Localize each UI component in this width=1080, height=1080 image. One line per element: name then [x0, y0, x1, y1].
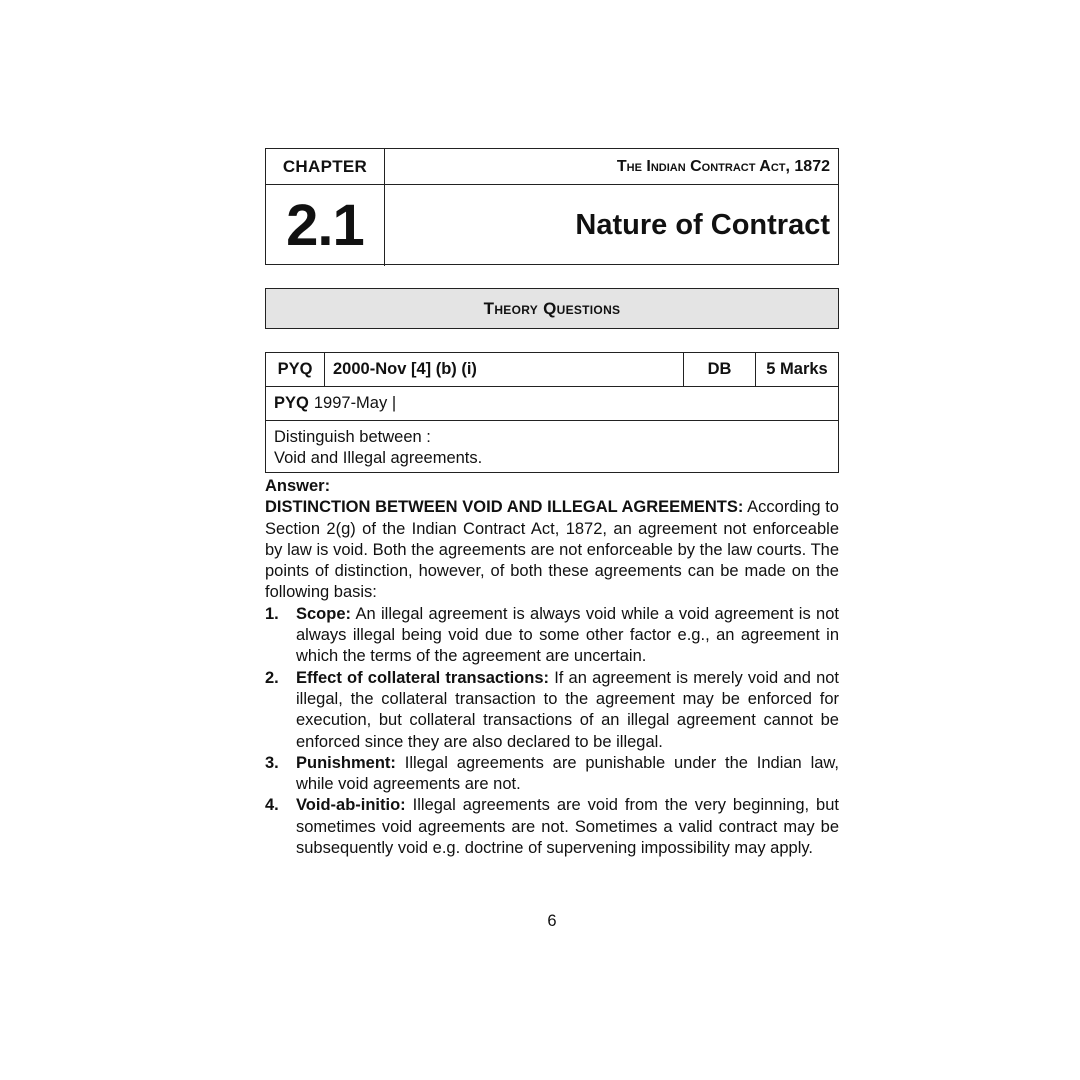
- question-text: [266, 421, 838, 472]
- list-item-body: An illegal agreement is always void while a void agreement is not always illegal being void due to some other factor e.g., an agreement in which the terms of the agreement are uncertain.: [296, 604, 839, 666]
- page-number: 6: [547, 912, 557, 930]
- answer-label: Answer:: [265, 477, 331, 495]
- list-item-heading: Punishment:: [296, 753, 396, 772]
- list-item-body: Illegal agreements are void from the very beginning, but sometimes void agreements are not. Sometimes a valid contract may be subsequently void e.g. doctrine of supervening impossibility may apply.: [296, 796, 839, 858]
- pyq-label: PYQ: [277, 360, 313, 378]
- question-tag: DB: [683, 353, 755, 386]
- list-item-body: Illegal agreements are punishable under the Indian law, while void agreements are not.: [296, 753, 839, 794]
- section-heading: Theory Questions: [265, 288, 839, 329]
- pyq-history-value: 1997-May |: [313, 394, 397, 412]
- list-item-heading: Effect of collateral transactions:: [296, 668, 550, 687]
- question-code: 2000-Nov [4] (b) (i): [324, 353, 683, 386]
- list-item: [265, 753, 839, 796]
- answer-intro-heading: DISTINCTION BETWEEN VOID AND ILLEGAL AGREEMENTS:: [265, 498, 744, 517]
- distinction-list: [265, 604, 839, 860]
- question-marks: 5 Marks: [755, 353, 838, 386]
- pyq-history-label: PYQ: [274, 394, 309, 412]
- pyq-history-row: [266, 387, 838, 421]
- list-item-text: [296, 604, 839, 668]
- list-item-text: [296, 795, 839, 859]
- list-item-body: If an agreement is merely void and not illegal, the collateral transaction to the agreement may be enforced for execution, but collateral transactions of an illegal agreement cannot be enforced since they are also declared to be illegal.: [296, 668, 840, 751]
- question-table: [265, 352, 839, 473]
- document-page: [265, 148, 839, 859]
- list-item-number: 2.: [265, 668, 279, 687]
- list-item-heading: Scope:: [296, 604, 352, 623]
- list-item: [265, 795, 839, 859]
- question-line: Distinguish between :: [274, 428, 431, 446]
- question-line: Void and Illegal agreements.: [274, 449, 483, 467]
- list-item: [265, 604, 839, 668]
- list-item-number: 1.: [265, 604, 279, 623]
- answer-section: [265, 476, 839, 859]
- list-item-text: [296, 668, 839, 753]
- list-item-text: [296, 753, 839, 796]
- question-meta-row: [266, 353, 838, 387]
- chapter-number: 2.1: [266, 185, 385, 266]
- list-item-number: 3.: [265, 753, 279, 772]
- answer-intro: [265, 497, 839, 603]
- act-title: [385, 149, 838, 185]
- act-title-text: The Indian Contract Act, 1872: [616, 157, 830, 175]
- chapter-title: Nature of Contract: [575, 209, 830, 241]
- answer-intro-text: According to Section 2(g) of the Indian Contract Act, 1872, an agreement not enforceable by law is void. Both the agreements are not enforceable by the law courts. The points of distinction, however, of both these agreements can be made on the following basis:: [265, 498, 839, 602]
- list-item: [265, 668, 839, 753]
- list-item-number: 4.: [265, 796, 279, 815]
- chapter-header: [265, 148, 839, 265]
- chapter-label: CHAPTER: [266, 149, 385, 185]
- list-item-heading: Void-ab-initio:: [296, 796, 406, 815]
